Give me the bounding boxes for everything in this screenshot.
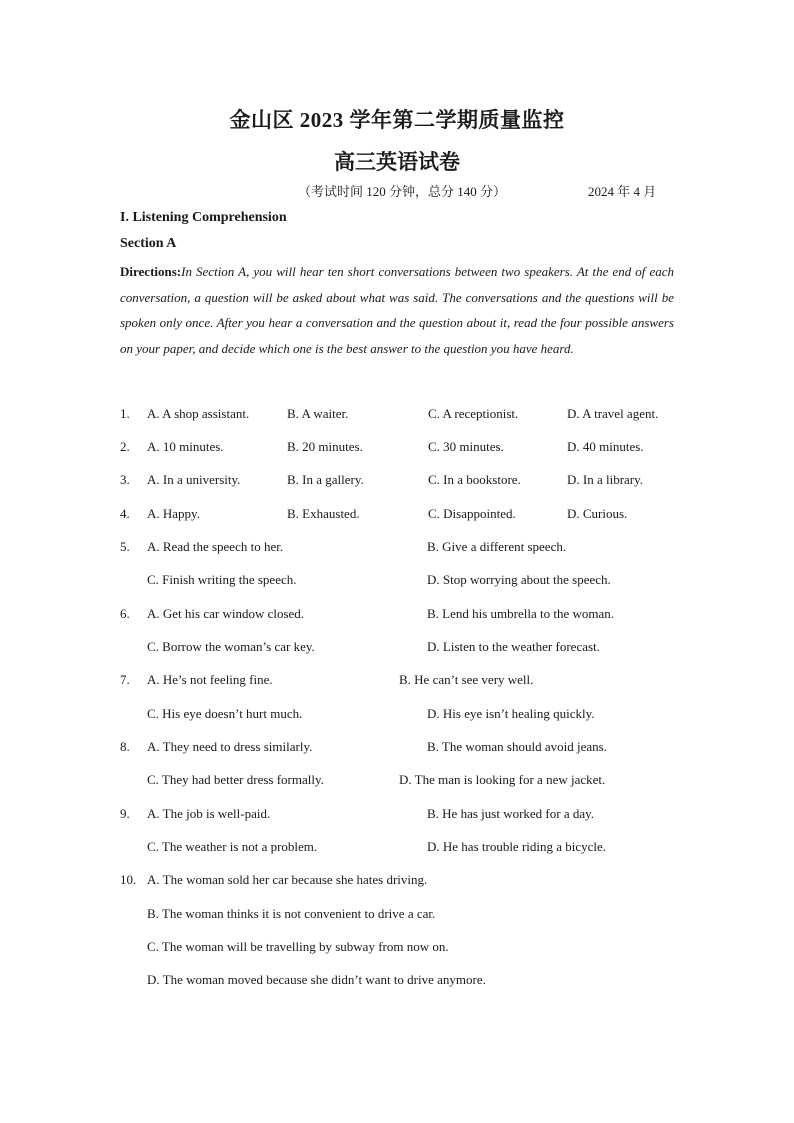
option-b: B. He can’t see very well. <box>399 672 534 687</box>
option-d: D. The man is looking for a new jacket. <box>399 772 606 787</box>
question-number: 5. <box>120 539 130 554</box>
question-number: 3. <box>120 472 130 487</box>
option-d: D. His eye isn’t healing quickly. <box>427 706 595 721</box>
part-heading: I. Listening Comprehension <box>120 210 287 225</box>
option-b: B. He has just worked for a day. <box>427 806 595 821</box>
option-b: B. Lend his umbrella to the woman. <box>427 606 615 621</box>
option-d: D. Stop worrying about the speech. <box>427 572 611 587</box>
exam-title: 金山区 2023 学年第二学期质量监控 <box>229 108 565 132</box>
option-d: D. 40 minutes. <box>567 439 644 454</box>
option-c: C. 30 minutes. <box>428 439 504 454</box>
option-c: C. Disappointed. <box>428 506 516 521</box>
option-c: C. A receptionist. <box>428 406 519 421</box>
question-number: 7. <box>120 672 130 687</box>
exam-subtitle: 高三英语试卷 <box>334 150 460 174</box>
option-a: A. He’s not feeling fine. <box>147 672 273 687</box>
question-number: 8. <box>120 739 130 754</box>
option-c: C. His eye doesn’t hurt much. <box>147 706 303 721</box>
question-number: 4. <box>120 506 130 521</box>
section-heading: Section A <box>120 236 177 251</box>
option-d: D. A travel agent. <box>567 406 659 421</box>
exam-date: 2024 年 4 月 <box>588 184 657 199</box>
question-number: 9. <box>120 806 130 821</box>
option-b: B. Exhausted. <box>287 506 360 521</box>
directions-label: Directions: <box>120 264 182 279</box>
option-a: A. Happy. <box>147 506 200 521</box>
option-d: D. The woman moved because she didn’t want to drive anymore. <box>147 972 486 987</box>
option-d: D. Listen to the weather forecast. <box>427 639 600 654</box>
question-number: 1. <box>120 406 130 421</box>
option-c: C. In a bookstore. <box>428 472 521 487</box>
option-a: A. Read the speech to her. <box>147 539 284 554</box>
option-a: A. 10 minutes. <box>147 439 224 454</box>
option-d: D. Curious. <box>567 506 628 521</box>
option-c: C. The woman will be travelling by subway from now on. <box>147 939 449 954</box>
option-c: C. Finish writing the speech. <box>147 572 297 587</box>
question-number: 10. <box>120 872 137 887</box>
option-d: D. He has trouble riding a bicycle. <box>427 839 607 854</box>
option-a: A. A shop assistant. <box>147 406 250 421</box>
directions <box>120 259 674 361</box>
option-a: A. The job is well-paid. <box>147 806 271 821</box>
option-c: C. They had better dress formally. <box>147 772 324 787</box>
question-number: 6. <box>120 606 130 621</box>
option-a: A. The woman sold her car because she hates driving. <box>147 872 428 887</box>
directions-text: In Section A, you will hear ten short conversations between two speakers. At the end of each conversation, a question will be asked about what was said. The conversations and the questions will be spoken only once. After you hear a conversation and the question about it, read the four possible answers on your paper, and decide which one is the best answer to the question you have heard. <box>120 264 674 356</box>
option-a: A. Get his car window closed. <box>147 606 305 621</box>
question-number: 2. <box>120 439 130 454</box>
option-b: B. The woman thinks it is not convenient to drive a car. <box>147 906 436 921</box>
option-a: A. They need to dress similarly. <box>147 739 313 754</box>
option-b: B. In a gallery. <box>287 472 364 487</box>
option-b: B. The woman should avoid jeans. <box>427 739 607 754</box>
option-a: A. In a university. <box>147 472 241 487</box>
exam-info: （考试时间 120 分钟，总分 140 分） <box>298 184 507 199</box>
option-c: C. Borrow the woman’s car key. <box>147 639 315 654</box>
option-c: C. The weather is not a problem. <box>147 839 318 854</box>
option-b: B. A waiter. <box>287 406 349 421</box>
option-d: D. In a library. <box>567 472 644 487</box>
option-b: B. Give a different speech. <box>427 539 567 554</box>
option-b: B. 20 minutes. <box>287 439 363 454</box>
